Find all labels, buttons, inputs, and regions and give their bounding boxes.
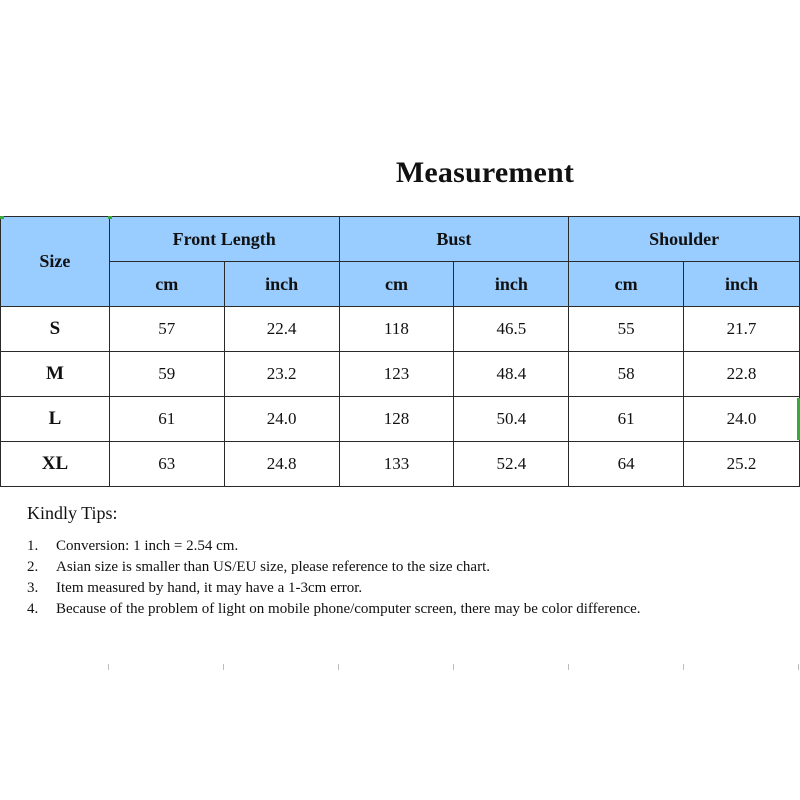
tip-text: Asian size is smaller than US/EU size, please reference to the size chart.	[56, 559, 490, 575]
table-cell: 64	[569, 442, 684, 487]
unit-header: cm	[339, 262, 454, 307]
list-number: 3.	[27, 580, 39, 596]
table-cell: 22.8	[684, 352, 800, 397]
table-cell: 133	[339, 442, 454, 487]
list-number: 4.	[27, 601, 39, 617]
table-cell: 24.0	[684, 397, 800, 442]
column-tick	[568, 664, 569, 670]
table-cell: 58	[569, 352, 684, 397]
tips-list	[27, 536, 747, 620]
list-number: 1.	[27, 538, 39, 554]
unit-header: inch	[684, 262, 800, 307]
column-tick	[453, 664, 454, 670]
group-header-bust: Bust	[339, 217, 569, 262]
unit-header: cm	[109, 262, 224, 307]
header-row-units	[1, 262, 800, 307]
group-header-shoulder: Shoulder	[569, 217, 800, 262]
table-row	[1, 352, 800, 397]
table-cell: 48.4	[454, 352, 569, 397]
table-cell: 118	[339, 307, 454, 352]
column-tick	[108, 664, 109, 670]
page-title: Measurement	[395, 156, 575, 189]
table-cell: 55	[569, 307, 684, 352]
size-chart-table	[0, 216, 800, 487]
size-column-header: Size	[1, 217, 110, 307]
column-tick	[223, 664, 224, 670]
table-cell: 61	[569, 397, 684, 442]
column-tick	[798, 664, 799, 670]
tip-text: Item measured by hand, it may have a 1-3cm error.	[56, 580, 363, 596]
list-item	[27, 557, 747, 578]
tip-text: Because of the problem of light on mobile phone/computer screen, there may be color difference.	[56, 601, 641, 617]
unit-header: inch	[454, 262, 569, 307]
size-label: M	[1, 352, 110, 397]
unit-header: inch	[224, 262, 339, 307]
table-cell: 25.2	[684, 442, 800, 487]
table-cell: 52.4	[454, 442, 569, 487]
unit-header: cm	[569, 262, 684, 307]
table-cell: 24.8	[224, 442, 339, 487]
table-cell: 21.7	[684, 307, 800, 352]
table-row	[1, 307, 800, 352]
table-cell: 61	[109, 397, 224, 442]
size-label: L	[1, 397, 110, 442]
table-cell: 22.4	[224, 307, 339, 352]
header-row-groups	[1, 217, 800, 262]
list-number: 2.	[27, 559, 39, 575]
column-tick	[338, 664, 339, 670]
column-tick	[683, 664, 684, 670]
table-cell: 63	[109, 442, 224, 487]
table-cell: 50.4	[454, 397, 569, 442]
tips-heading: Kindly Tips:	[27, 503, 118, 523]
table-cell: 59	[109, 352, 224, 397]
list-item	[27, 578, 747, 599]
table-cell: 24.0	[224, 397, 339, 442]
group-header-front-length: Front Length	[109, 217, 339, 262]
table-cell: 123	[339, 352, 454, 397]
cell-corner-marker	[108, 216, 112, 219]
size-label: S	[1, 307, 110, 352]
cell-corner-marker	[0, 216, 4, 219]
table-cell: 23.2	[224, 352, 339, 397]
list-item	[27, 599, 747, 620]
tip-text: Conversion: 1 inch = 2.54 cm.	[56, 538, 239, 554]
size-label: XL	[1, 442, 110, 487]
table-cell: 46.5	[454, 307, 569, 352]
table-cell: 128	[339, 397, 454, 442]
list-item	[27, 536, 747, 557]
table-row	[1, 442, 800, 487]
table-row	[1, 397, 800, 442]
table-cell: 57	[109, 307, 224, 352]
